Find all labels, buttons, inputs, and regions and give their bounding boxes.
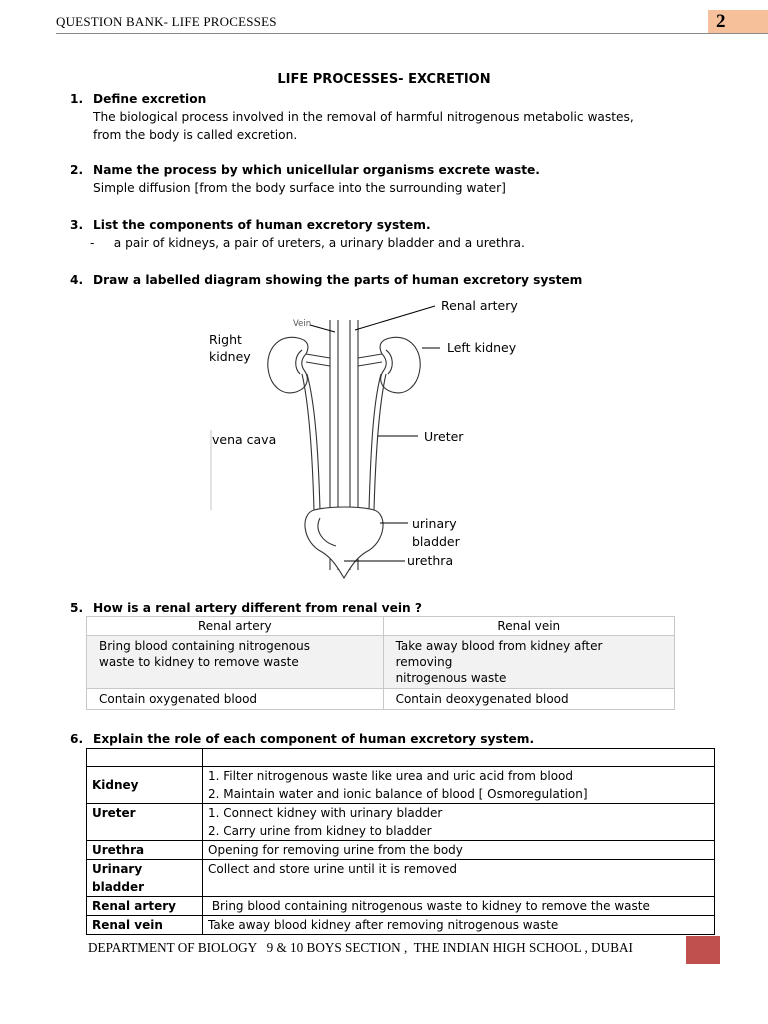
component-roles-table — [86, 748, 715, 935]
table-row — [87, 749, 715, 767]
label-vena-cava: vena cava — [212, 432, 277, 447]
question-2 — [70, 161, 540, 197]
table-cell — [87, 689, 384, 710]
column-header: Renal artery — [87, 617, 384, 636]
answer-line: from the body is called excretion. — [93, 128, 298, 142]
table-row — [87, 897, 715, 916]
component-name: Urethra — [87, 841, 203, 860]
left-ureter-line — [374, 374, 386, 510]
question-4 — [70, 271, 582, 289]
artery-vein-comparison-table — [86, 616, 675, 710]
table-cell — [383, 636, 674, 689]
table-row — [87, 767, 715, 804]
page-number: 2 — [708, 10, 768, 33]
component-name: Renal artery — [87, 897, 203, 916]
role-line: 1. Connect kidney with urinary bladder — [208, 806, 443, 820]
table-row — [87, 804, 715, 841]
table-cell — [87, 636, 384, 689]
component-role: Opening for removing urine from the body — [203, 841, 715, 860]
question-number: 6. — [70, 732, 84, 746]
label-renal-artery: Renal artery — [441, 298, 518, 313]
cell-line: waste to kidney to remove waste — [99, 655, 299, 669]
header-title: QUESTION BANK- LIFE PROCESSES — [56, 14, 277, 29]
column-header: Renal vein — [383, 617, 674, 636]
cell-line: Bring blood containing nitrogenous — [99, 639, 310, 653]
label-bladder: bladder — [412, 534, 460, 549]
cell-line: removing — [395, 655, 453, 669]
component-name: Urinary bladder — [87, 860, 203, 897]
answer-line: The biological process involved in the removal of harmful nitrogenous metabolic wastes, — [93, 110, 634, 124]
table-cell — [383, 689, 674, 710]
cell-line: Contain deoxygenated blood — [395, 692, 569, 706]
question-number: 5. — [70, 601, 84, 615]
footer-color-box — [686, 936, 720, 964]
role-line: 2. Maintain water and ionic balance of blood [ Osmoregulation] — [208, 787, 588, 801]
question-number: 1. — [70, 92, 84, 106]
cell-text: Ureter — [92, 806, 136, 820]
component-role — [203, 804, 715, 841]
answer-line: - a pair of kidneys, a pair of ureters, a urinary bladder and a urethra. — [90, 236, 525, 250]
question-number: 2. — [70, 163, 84, 177]
cell-line: Take away blood from kidney after — [395, 639, 603, 653]
footer-text: DEPARTMENT OF BIOLOGY 9 & 10 BOYS SECTION , THE INDIAN HIGH SCHOOL , DUBAI — [88, 940, 633, 955]
question-5 — [70, 599, 422, 617]
table-cell — [87, 749, 203, 767]
answer-line: Simple diffusion [from the body surface into the surrounding water] — [93, 181, 506, 195]
question-text: Name the process by which unicellular organisms excrete waste. — [93, 163, 540, 177]
table-header-row — [87, 617, 675, 636]
label-urinary: urinary — [412, 516, 457, 531]
right-ureter-line — [302, 374, 314, 510]
table-row — [87, 916, 715, 935]
question-text: Explain the role of each component of human excretory system. — [93, 732, 535, 746]
table-row — [87, 841, 715, 860]
excretory-system-diagram — [190, 290, 550, 580]
label-urethra: urethra — [407, 553, 454, 568]
component-role — [203, 767, 715, 804]
question-text: Define excretion — [93, 92, 207, 106]
cell-text: Kidney — [92, 778, 139, 792]
header-rule — [56, 33, 768, 34]
table-row — [87, 860, 715, 897]
label-vein: Vein — [293, 319, 312, 329]
role-line: 2. Carry urine from kidney to bladder — [208, 824, 432, 838]
question-number: 4. — [70, 273, 84, 287]
cell-line: Contain oxygenated blood — [99, 692, 258, 706]
component-role: Bring blood containing nitrogenous waste to kidney to remove the waste — [203, 897, 715, 916]
question-text: Draw a labelled diagram showing the parts of human excretory system — [93, 273, 583, 287]
table-row — [87, 689, 675, 710]
label-right-kidney-2: kidney — [209, 349, 251, 364]
question-text: How is a renal artery different from renal vein ? — [93, 601, 423, 615]
component-role: Take away blood kidney after removing nitrogenous waste — [203, 916, 715, 935]
question-number: 3. — [70, 218, 84, 232]
label-ureter: Ureter — [424, 429, 464, 444]
question-6 — [70, 730, 534, 748]
right-kidney-shape — [268, 337, 308, 392]
question-text: List the components of human excretory system. — [93, 218, 431, 232]
component-name — [87, 804, 203, 841]
table-row — [87, 636, 675, 689]
label-right-kidney: Right — [209, 332, 242, 347]
document-title: LIFE PROCESSES- EXCRETION — [277, 72, 491, 87]
urinary-bladder-shape — [305, 507, 383, 578]
component-role: Collect and store urine until it is removed — [203, 860, 715, 897]
left-kidney-shape — [380, 337, 420, 392]
component-name: Renal vein — [87, 916, 203, 935]
role-line: 1. Filter nitrogenous waste like urea and uric acid from blood — [208, 769, 573, 783]
component-name — [87, 767, 203, 804]
cell-line: nitrogenous waste — [395, 671, 507, 685]
question-1 — [70, 90, 634, 144]
question-3 — [70, 216, 525, 252]
label-left-kidney: Left kidney — [447, 340, 517, 355]
table-cell — [203, 749, 715, 767]
